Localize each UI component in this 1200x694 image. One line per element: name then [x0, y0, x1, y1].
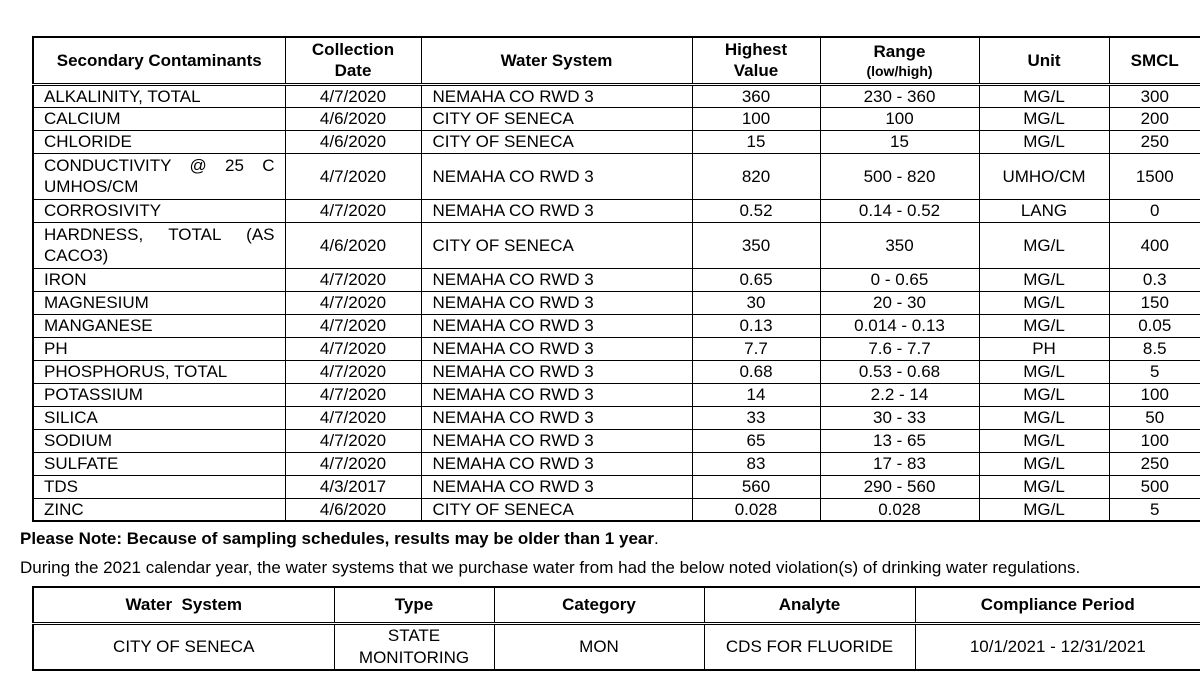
- cell-system: NEMAHA CO RWD 3: [421, 314, 692, 337]
- cell-range: 0.014 - 0.13: [820, 314, 979, 337]
- table-row: [33, 452, 1200, 475]
- cell-smcl: 5: [1109, 360, 1200, 383]
- cell-contaminant: MAGNESIUM: [33, 291, 285, 314]
- cell-system: NEMAHA CO RWD 3: [421, 360, 692, 383]
- header-type: Type: [334, 587, 494, 623]
- cell-contaminant: CORROSIVITY: [33, 199, 285, 222]
- header-smcl: SMCL: [1109, 37, 1200, 84]
- cell-smcl: 0.3: [1109, 268, 1200, 291]
- header-range-label: Range: [873, 41, 926, 61]
- contaminant-name-line2: UMHOS/CM: [44, 177, 139, 196]
- cell-unit: MG/L: [979, 268, 1109, 291]
- header-collection-date: [285, 37, 421, 84]
- cell-unit: MG/L: [979, 475, 1109, 498]
- cell-range: 0.14 - 0.52: [820, 199, 979, 222]
- cell-date: 4/6/2020: [285, 222, 421, 268]
- cell-system: NEMAHA CO RWD 3: [421, 475, 692, 498]
- cell-category: MON: [494, 623, 704, 670]
- cell-date: 4/7/2020: [285, 291, 421, 314]
- cell-unit: MG/L: [979, 383, 1109, 406]
- cell-unit: MG/L: [979, 222, 1109, 268]
- cell-date: 4/7/2020: [285, 383, 421, 406]
- cell-highest: 33: [692, 406, 820, 429]
- cell-range: 15: [820, 130, 979, 153]
- type-line1: STATE: [387, 625, 441, 645]
- cell-range: 290 - 560: [820, 475, 979, 498]
- cell-date: 4/7/2020: [285, 337, 421, 360]
- cell-range: 100: [820, 107, 979, 130]
- cell-unit: UMHO/CM: [979, 153, 1109, 199]
- header-analyte: Analyte: [704, 587, 915, 623]
- header-range-sub: (low/high): [866, 62, 933, 79]
- cell-range: 17 - 83: [820, 452, 979, 475]
- cell-contaminant: [33, 222, 285, 268]
- cell-smcl: 250: [1109, 452, 1200, 475]
- cell-highest: 0.13: [692, 314, 820, 337]
- cell-unit: MG/L: [979, 452, 1109, 475]
- table-row: [33, 406, 1200, 429]
- cell-smcl: 0: [1109, 199, 1200, 222]
- cell-range: 20 - 30: [820, 291, 979, 314]
- cell-contaminant: ZINC: [33, 498, 285, 521]
- table-row: [33, 498, 1200, 521]
- table-row: [33, 153, 1200, 199]
- cell-unit: MG/L: [979, 291, 1109, 314]
- cell-unit: MG/L: [979, 360, 1109, 383]
- cell-highest: 100: [692, 107, 820, 130]
- table-row: [33, 429, 1200, 452]
- cell-unit: MG/L: [979, 498, 1109, 521]
- header-water-system: Water System: [33, 587, 334, 623]
- cell-contaminant: SULFATE: [33, 452, 285, 475]
- header-compliance-period: Compliance Period: [915, 587, 1200, 623]
- sampling-schedule-note: [20, 529, 659, 549]
- cell-contaminant: SODIUM: [33, 429, 285, 452]
- table-row: [33, 199, 1200, 222]
- cell-unit: MG/L: [979, 130, 1109, 153]
- table-row: [33, 360, 1200, 383]
- violations-table-body: [33, 623, 1200, 670]
- cell-system: NEMAHA CO RWD 3: [421, 452, 692, 475]
- cell-highest: 65: [692, 429, 820, 452]
- contaminants-table-body: [33, 84, 1200, 521]
- cell-smcl: 300: [1109, 84, 1200, 107]
- cell-date: 4/7/2020: [285, 153, 421, 199]
- cell-range: 2.2 - 14: [820, 383, 979, 406]
- cell-highest: 560: [692, 475, 820, 498]
- violations-table-header: [33, 587, 1200, 623]
- cell-smcl: 400: [1109, 222, 1200, 268]
- cell-contaminant: MANGANESE: [33, 314, 285, 337]
- cell-date: 4/7/2020: [285, 360, 421, 383]
- cell-range: 13 - 65: [820, 429, 979, 452]
- cell-date: 4/6/2020: [285, 498, 421, 521]
- cell-system: NEMAHA CO RWD 3: [421, 199, 692, 222]
- type-line2: MONITORING: [358, 647, 470, 667]
- cell-highest: 14: [692, 383, 820, 406]
- cell-smcl: 1500: [1109, 153, 1200, 199]
- cell-system: CITY OF SENECA: [421, 130, 692, 153]
- cell-unit: MG/L: [979, 314, 1109, 337]
- header-highest-line2: Value: [733, 61, 779, 81]
- cell-unit: MG/L: [979, 107, 1109, 130]
- cell-contaminant: TDS: [33, 475, 285, 498]
- cell-system: NEMAHA CO RWD 3: [421, 153, 692, 199]
- cell-smcl: 5: [1109, 498, 1200, 521]
- cell-unit: MG/L: [979, 406, 1109, 429]
- cell-system: NEMAHA CO RWD 3: [421, 429, 692, 452]
- cell-highest: 7.7: [692, 337, 820, 360]
- cell-system: CITY OF SENECA: [421, 107, 692, 130]
- cell-contaminant: PHOSPHORUS, TOTAL: [33, 360, 285, 383]
- cell-range: 7.6 - 7.7: [820, 337, 979, 360]
- cell-unit: MG/L: [979, 84, 1109, 107]
- cell-contaminant: CHLORIDE: [33, 130, 285, 153]
- cell-date: 4/7/2020: [285, 406, 421, 429]
- cell-highest: 360: [692, 84, 820, 107]
- cell-highest: 350: [692, 222, 820, 268]
- table-row: [33, 475, 1200, 498]
- cell-highest: 820: [692, 153, 820, 199]
- violation-intro-text: During the 2021 calendar year, the water systems that we purchase water from had the below noted violation(s) of drinking water regulations.: [20, 558, 1081, 577]
- cell-date: 4/6/2020: [285, 107, 421, 130]
- cell-system: NEMAHA CO RWD 3: [421, 84, 692, 107]
- cell-range: 0.53 - 0.68: [820, 360, 979, 383]
- cell-system: NEMAHA CO RWD 3: [421, 406, 692, 429]
- table-row: [33, 268, 1200, 291]
- header-water-system: Water System: [421, 37, 692, 84]
- table-row: [33, 383, 1200, 406]
- sampling-note-text: Please Note: Because of sampling schedules, results may be older than 1 year: [20, 529, 654, 548]
- cell-highest: 0.52: [692, 199, 820, 222]
- cell-system: NEMAHA CO RWD 3: [421, 383, 692, 406]
- cell-range: 0.028: [820, 498, 979, 521]
- cell-smcl: 250: [1109, 130, 1200, 153]
- cell-analyte: CDS FOR FLUORIDE: [704, 623, 915, 670]
- cell-unit: LANG: [979, 199, 1109, 222]
- cell-smcl: 200: [1109, 107, 1200, 130]
- cell-type: [334, 623, 494, 670]
- cell-date: 4/3/2017: [285, 475, 421, 498]
- cell-unit: MG/L: [979, 429, 1109, 452]
- cell-highest: 0.028: [692, 498, 820, 521]
- cell-smcl: 150: [1109, 291, 1200, 314]
- secondary-contaminants-table: [32, 36, 1200, 522]
- cell-range: 30 - 33: [820, 406, 979, 429]
- contaminants-table-header: [33, 37, 1200, 84]
- cell-highest: 15: [692, 130, 820, 153]
- violations-table: [32, 586, 1200, 671]
- cell-system: CITY OF SENECA: [421, 222, 692, 268]
- cell-range: 500 - 820: [820, 153, 979, 199]
- header-date-line2: Date: [334, 61, 372, 81]
- cell-water-system: CITY OF SENECA: [33, 623, 334, 670]
- cell-system: NEMAHA CO RWD 3: [421, 291, 692, 314]
- cell-compliance-period: 10/1/2021 - 12/31/2021: [915, 623, 1200, 670]
- cell-date: 4/6/2020: [285, 130, 421, 153]
- contaminant-name-line2: CACO3): [44, 246, 109, 265]
- header-range: [820, 37, 979, 84]
- cell-contaminant: PH: [33, 337, 285, 360]
- cell-highest: 0.65: [692, 268, 820, 291]
- cell-smcl: 0.05: [1109, 314, 1200, 337]
- cell-system: CITY OF SENECA: [421, 498, 692, 521]
- table-row: [33, 291, 1200, 314]
- cell-range: 350: [820, 222, 979, 268]
- cell-highest: 83: [692, 452, 820, 475]
- table-row: [33, 314, 1200, 337]
- table-row: [33, 222, 1200, 268]
- cell-contaminant: [33, 153, 285, 199]
- cell-system: NEMAHA CO RWD 3: [421, 268, 692, 291]
- cell-date: 4/7/2020: [285, 314, 421, 337]
- cell-smcl: 8.5: [1109, 337, 1200, 360]
- cell-system: NEMAHA CO RWD 3: [421, 337, 692, 360]
- cell-smcl: 100: [1109, 429, 1200, 452]
- cell-highest: 0.68: [692, 360, 820, 383]
- cell-date: 4/7/2020: [285, 429, 421, 452]
- header-unit: Unit: [979, 37, 1109, 84]
- cell-contaminant: CALCIUM: [33, 107, 285, 130]
- cell-highest: 30: [692, 291, 820, 314]
- cell-date: 4/7/2020: [285, 268, 421, 291]
- header-date-line1: Collection: [311, 40, 395, 60]
- cell-date: 4/7/2020: [285, 199, 421, 222]
- header-highest-line1: Highest: [724, 40, 788, 60]
- table-row: [33, 337, 1200, 360]
- cell-contaminant: IRON: [33, 268, 285, 291]
- header-contaminant: Secondary Contaminants: [33, 37, 285, 84]
- table-row: [33, 623, 1200, 670]
- cell-date: 4/7/2020: [285, 84, 421, 107]
- sampling-note-period: .: [653, 529, 659, 548]
- contaminant-name-line1: CONDUCTIVITY @ 25 C: [44, 156, 275, 175]
- cell-contaminant: ALKALINITY, TOTAL: [33, 84, 285, 107]
- cell-date: 4/7/2020: [285, 452, 421, 475]
- cell-unit: PH: [979, 337, 1109, 360]
- contaminant-name-line1: HARDNESS, TOTAL (AS: [44, 225, 275, 244]
- cell-smcl: 100: [1109, 383, 1200, 406]
- cell-contaminant: SILICA: [33, 406, 285, 429]
- table-row: [33, 107, 1200, 130]
- table-row: [33, 130, 1200, 153]
- cell-contaminant: POTASSIUM: [33, 383, 285, 406]
- header-category: Category: [494, 587, 704, 623]
- header-highest-value: [692, 37, 820, 84]
- cell-smcl: 500: [1109, 475, 1200, 498]
- table-row: [33, 84, 1200, 107]
- cell-smcl: 50: [1109, 406, 1200, 429]
- cell-range: 230 - 360: [820, 84, 979, 107]
- cell-range: 0 - 0.65: [820, 268, 979, 291]
